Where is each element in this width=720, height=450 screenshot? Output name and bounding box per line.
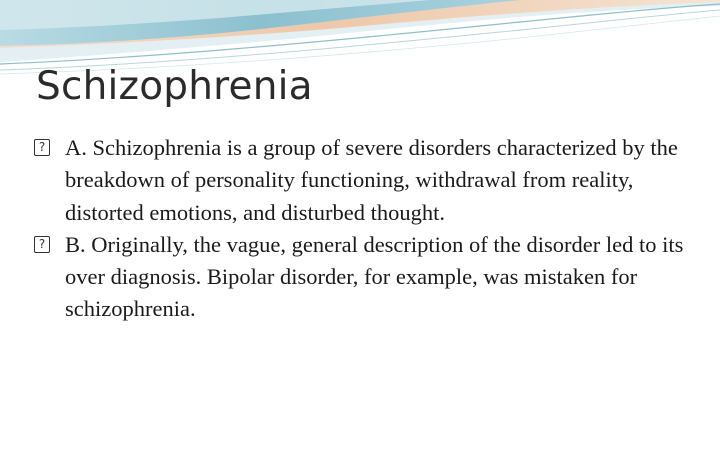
- bullet-list: [34, 132, 694, 326]
- bullet-item-b: [34, 229, 694, 326]
- bullet-text-a: A. Schizophrenia is a group of severe disorders characterized by the breakdown of personality functioning, withdrawal from reality, distorted emotions, and disturbed thought.: [65, 135, 678, 225]
- bullet-text-b: B. Originally, the vague, general description of the disorder led to its over diagnosis. Bipolar disorder, for example, was mistaken for schizophrenia.: [65, 231, 684, 322]
- slide-title: Schizophrenia: [36, 64, 313, 109]
- missing-glyph-bullet-icon: ?: [34, 236, 50, 253]
- bullet-item-a: [34, 132, 694, 229]
- missing-glyph-bullet-icon: ?: [34, 139, 50, 156]
